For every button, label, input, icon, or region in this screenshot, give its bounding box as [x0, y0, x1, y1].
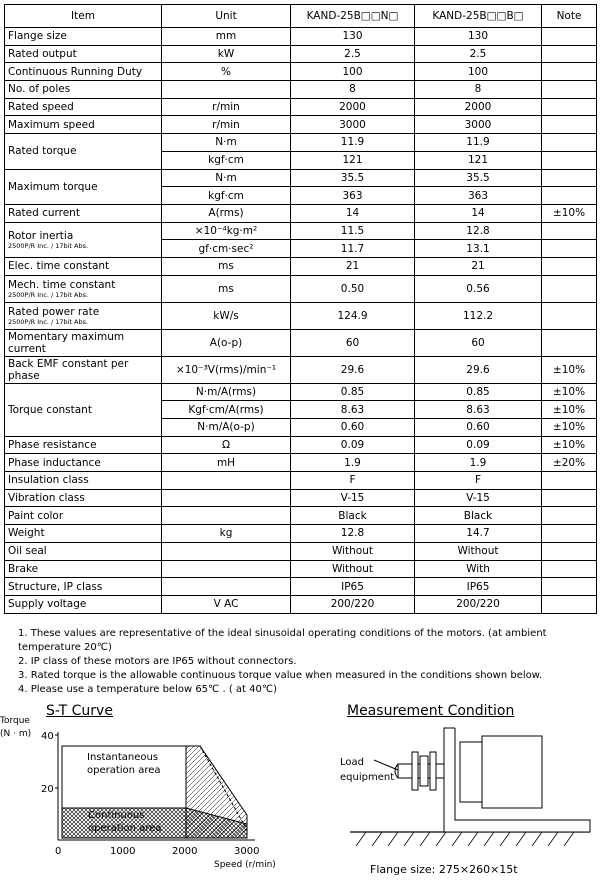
cell-model-a: 8: [291, 81, 415, 99]
st-ylabel: Torque: [0, 716, 30, 726]
cell-model-b: 100: [415, 63, 542, 81]
cell-model-a: 11.7: [291, 240, 415, 258]
item-label: Maximum torque: [8, 180, 98, 193]
cell-unit: kW: [162, 45, 291, 63]
item-label: Maximum speed: [8, 118, 95, 131]
st-curve-title: S-T Curve: [46, 703, 113, 719]
cell-model-b: 13.1: [415, 240, 542, 258]
mc-coupling-left: [412, 752, 418, 790]
mc-motor-flange: [460, 742, 482, 802]
st-xtick-label-1000: 1000: [110, 846, 136, 857]
cell-unit: ms: [162, 257, 291, 275]
cell-model-b: F: [415, 472, 542, 490]
cell-model-b: Black: [415, 507, 542, 525]
note-4: 4. Please use a temperature below 65℃ . ( at 40℃): [18, 684, 277, 695]
cell-unit: gf·cm·sec²: [162, 240, 291, 258]
measurement-title: Measurement Condition: [347, 703, 515, 719]
cell-model-b: 11.9: [415, 134, 542, 152]
cell-model-a: 100: [291, 63, 415, 81]
cell-model-a: 121: [291, 151, 415, 169]
cell-note: ±10%: [542, 356, 597, 383]
mc-coupling-right: [430, 752, 436, 790]
cell-note: ±10%: [542, 204, 597, 222]
cell-model-b: 14: [415, 204, 542, 222]
item-label: No. of poles: [8, 83, 71, 96]
cell-unit: N·m/A(rms): [162, 383, 291, 401]
cell-model-a: 363: [291, 187, 415, 205]
cell-model-b: 0.56: [415, 275, 542, 302]
item-sublabel: 2500P/R Inc. / 17bit Abs.: [8, 290, 89, 299]
cell-unit: r/min: [162, 116, 291, 134]
item-label: Rated output: [8, 48, 77, 61]
cell-unit: kgf·cm: [162, 151, 291, 169]
note-1: 1. These values are representative of the ideal sinusoidal operating conditions of the motors. (at ambient temperature 20℃): [18, 628, 547, 653]
item-label: Brake: [8, 562, 39, 575]
cell-unit: V AC: [162, 595, 291, 613]
cell-unit: ×10⁻⁴kg·m²: [162, 222, 291, 240]
cell-unit: N·m/A(o-p): [162, 419, 291, 437]
cell-model-b: 8.63: [415, 401, 542, 419]
item-label: Phase resistance: [8, 439, 97, 452]
flange-size-label: Flange size: 275×260×15t: [370, 863, 518, 876]
cell-model-b: 130: [415, 28, 542, 46]
header-model-a: KAND-25B□□N□: [291, 5, 415, 28]
cell-unit: ms: [162, 275, 291, 302]
note-2: 2. IP class of these motors are IP65 without connectors.: [18, 656, 297, 667]
item-label: Insulation class: [8, 474, 89, 487]
mc-ground-hatching: [356, 832, 574, 846]
cell-unit: r/min: [162, 98, 291, 116]
cell-unit: kg: [162, 525, 291, 543]
header-note: Note: [542, 5, 597, 28]
item-label: Paint color: [8, 509, 64, 522]
cell-note: ±10%: [542, 383, 597, 401]
cell-model-a: 1.9: [291, 454, 415, 472]
cell-model-a: 8.63: [291, 401, 415, 419]
cell-unit: mH: [162, 454, 291, 472]
cell-model-b: Without: [415, 542, 542, 560]
cell-model-b: 8: [415, 81, 542, 99]
cell-model-a: 11.5: [291, 222, 415, 240]
item-label: Continuous Running Duty: [8, 65, 143, 78]
cell-model-b: 121: [415, 151, 542, 169]
item-sublabel: 2500P/R Inc. / 17bit Abs.: [8, 241, 89, 250]
cell-unit: N·m: [162, 134, 291, 152]
cell-model-a: 2.5: [291, 45, 415, 63]
cell-note: ±20%: [542, 454, 597, 472]
cell-model-a: IP65: [291, 578, 415, 596]
cell-model-a: 0.09: [291, 436, 415, 454]
cell-model-a: 0.50: [291, 275, 415, 302]
cell-model-b: 0.60: [415, 419, 542, 437]
item-label: Vibration class: [8, 492, 85, 505]
item-label: Oil seal: [8, 545, 47, 558]
cell-model-b: 200/220: [415, 595, 542, 613]
item-label: Back EMF constant per phase: [8, 357, 129, 382]
item-label: Flange size: [8, 30, 67, 43]
cell-unit: ×10⁻³V(rms)/min⁻¹: [162, 356, 291, 383]
cell-model-b: With: [415, 560, 542, 578]
cell-unit: A(rms): [162, 204, 291, 222]
item-label: Torque constant: [8, 403, 92, 416]
item-label: Elec. time constant: [8, 260, 110, 273]
st-yunit: (N · m): [0, 729, 32, 739]
cell-model-a: 29.6: [291, 356, 415, 383]
cell-model-b: 112.2: [415, 302, 542, 329]
st-instantaneous-label: Instantaneous operation area: [87, 752, 161, 776]
note-3: 3. Rated torque is the allowable continuous torque value when measured in the conditions shown below.: [18, 670, 543, 681]
item-label: Rated power rate: [8, 305, 100, 318]
cell-unit: A(o-p): [162, 329, 291, 356]
cell-model-a: V-15: [291, 489, 415, 507]
item-label: Rotor inertia: [8, 229, 74, 242]
cell-model-a: 0.60: [291, 419, 415, 437]
cell-unit: Kgf·cm/A(rms): [162, 401, 291, 419]
cell-model-b: 363: [415, 187, 542, 205]
cell-model-b: 2000: [415, 98, 542, 116]
cell-model-b: IP65: [415, 578, 542, 596]
cell-note: ±10%: [542, 401, 597, 419]
cell-model-b: 1.9: [415, 454, 542, 472]
st-xtick-label-0: 0: [55, 846, 62, 857]
header-model-b: KAND-25B□□B□: [415, 5, 542, 28]
cell-model-b: 21: [415, 257, 542, 275]
cell-model-b: V-15: [415, 489, 542, 507]
cell-model-a: 130: [291, 28, 415, 46]
cell-model-b: 0.85: [415, 383, 542, 401]
st-continuous-label: Continuous operation area: [88, 810, 162, 834]
cell-model-a: 11.9: [291, 134, 415, 152]
st-xlabel: Speed (r/min): [214, 860, 276, 870]
cell-model-a: 12.8: [291, 525, 415, 543]
cell-unit: mm: [162, 28, 291, 46]
cell-model-b: 12.8: [415, 222, 542, 240]
cell-model-a: 124.9: [291, 302, 415, 329]
cell-model-b: 2.5: [415, 45, 542, 63]
mc-motor-body: [482, 736, 542, 808]
cell-model-a: Without: [291, 560, 415, 578]
cell-model-a: 200/220: [291, 595, 415, 613]
cell-unit: kgf·cm: [162, 187, 291, 205]
load-equipment-label: Load equipment: [340, 757, 395, 783]
header-item: Item: [5, 5, 162, 28]
cell-note: ±10%: [542, 436, 597, 454]
cell-model-a: 0.85: [291, 383, 415, 401]
item-label: Momentary maximum current: [8, 330, 125, 355]
cell-model-a: 2000: [291, 98, 415, 116]
cell-unit: %: [162, 63, 291, 81]
cell-model-a: Black: [291, 507, 415, 525]
cell-model-b: 14.7: [415, 525, 542, 543]
cell-model-a: 14: [291, 204, 415, 222]
item-label: Rated current: [8, 207, 80, 220]
cell-unit: Ω: [162, 436, 291, 454]
item-label: Mech. time constant: [8, 278, 116, 291]
item-label: Rated torque: [8, 145, 77, 158]
st-ytick-label-40: 40: [41, 731, 54, 742]
item-label: Rated speed: [8, 101, 74, 114]
item-sublabel: 2500P/R Inc. / 17bit Abs.: [8, 317, 89, 326]
cell-model-a: F: [291, 472, 415, 490]
cell-model-a: 60: [291, 329, 415, 356]
cell-unit: kW/s: [162, 302, 291, 329]
cell-note: ±10%: [542, 419, 597, 437]
cell-model-a: 35.5: [291, 169, 415, 187]
st-xtick-label-3000: 3000: [234, 846, 260, 857]
cell-model-b: 3000: [415, 116, 542, 134]
cell-model-b: 35.5: [415, 169, 542, 187]
item-label: Supply voltage: [8, 598, 87, 611]
header-unit: Unit: [162, 5, 291, 28]
cell-model-a: Without: [291, 542, 415, 560]
item-label: Phase inductance: [8, 456, 101, 469]
cell-model-b: 0.09: [415, 436, 542, 454]
cell-unit: N·m: [162, 169, 291, 187]
cell-model-a: 21: [291, 257, 415, 275]
item-label: Structure, IP class: [8, 580, 103, 593]
cell-model-b: 29.6: [415, 356, 542, 383]
cell-model-b: 60: [415, 329, 542, 356]
mc-coupling-mid: [420, 756, 428, 786]
item-label: Weight: [8, 527, 45, 540]
cell-model-a: 3000: [291, 116, 415, 134]
st-xtick-label-2000: 2000: [172, 846, 198, 857]
st-ytick-label-20: 20: [41, 784, 54, 795]
